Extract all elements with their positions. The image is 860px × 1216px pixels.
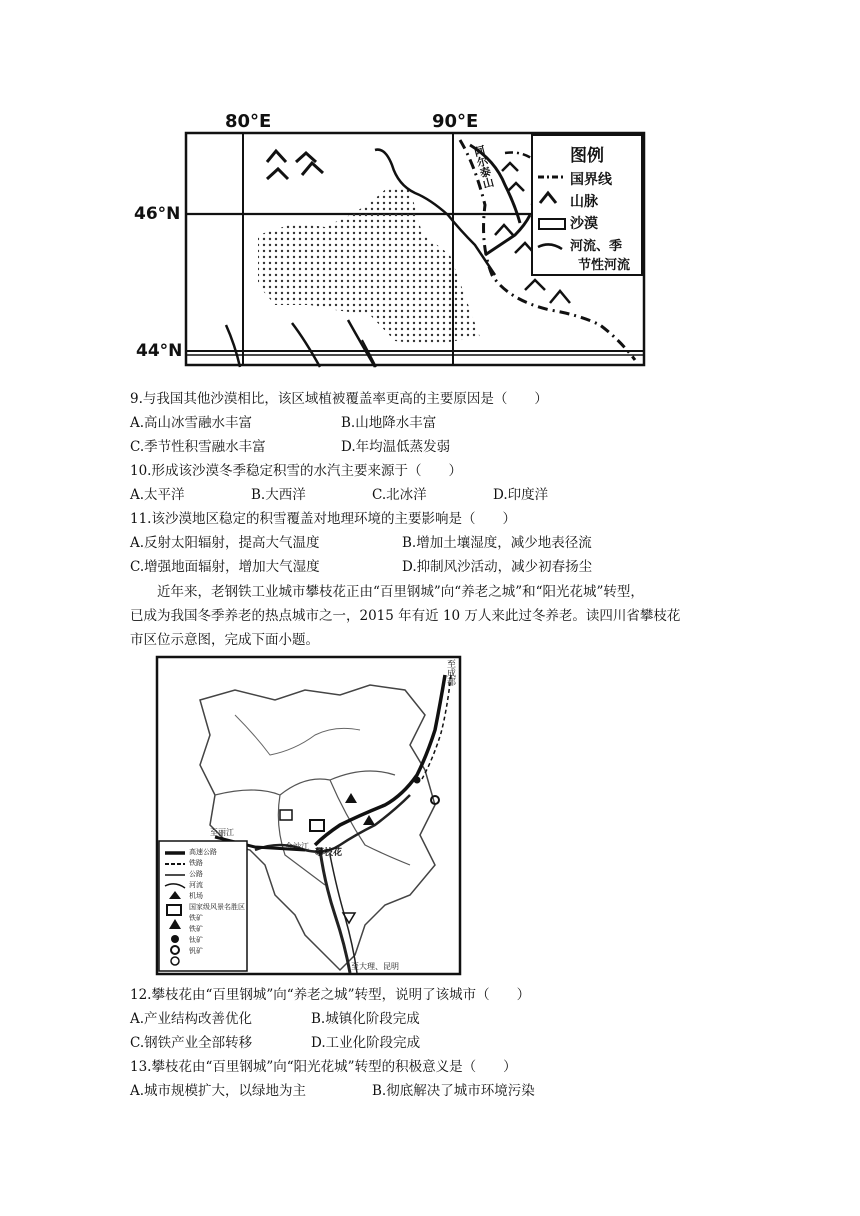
legend-label: 高速公路 xyxy=(189,848,217,856)
option-a: A.高山冰雪融水丰富 xyxy=(130,415,253,431)
lon-90-label: 90°E xyxy=(432,111,479,132)
question-stem: 9.与我国其他沙漠相比，该区域植被覆盖率更高的主要原因是（ ） xyxy=(130,391,548,407)
option-b: B.山地降水丰富 xyxy=(341,415,437,431)
legend-label-mountain: 山脉 xyxy=(570,194,598,210)
lat-44-label: 44°N xyxy=(136,341,183,361)
option-c: C.季节性积雪融水丰富 xyxy=(130,439,266,455)
label-jinsha-river: 金沙江 xyxy=(285,842,309,851)
reading-passage xyxy=(130,580,750,652)
option-d: D.印度洋 xyxy=(493,487,549,503)
label-to-lijiang: 至丽江 xyxy=(210,828,234,837)
option-b: B.大西洋 xyxy=(251,487,306,503)
question-stem: 11.该沙漠地区稳定的积雪覆盖对地理环境的主要影响是（ ） xyxy=(130,511,516,527)
legend-label-river-2: 节性河流 xyxy=(578,258,631,273)
option-d: D.工业化阶段完成 xyxy=(311,1035,421,1051)
legend-label: 钛矿 xyxy=(189,936,203,944)
option-c: C.增强地面辐射，增加大气湿度 xyxy=(130,559,320,575)
option-d: D.年均温低蒸发弱 xyxy=(341,439,451,455)
option-b: B.增加土壤湿度，减少地表径流 xyxy=(402,535,592,551)
passage-line-3: 市区位示意图，完成下面小题。 xyxy=(130,632,319,648)
option-a: A.太平洋 xyxy=(130,487,185,503)
option-a: A.反射太阳辐射，提高大气温度 xyxy=(130,535,320,551)
legend-label: 河流 xyxy=(189,881,203,889)
legend-label-river: 河流、季 xyxy=(570,239,623,254)
legend-label: 铁矿 xyxy=(189,925,203,933)
passage-line-2: 已成为我国冬季养老的热点城市之一，2015 年有近 10 万人来此过冬养老。读四川省攀枝花 xyxy=(130,608,681,624)
option-a: A.城市规模扩大，以绿地为主 xyxy=(130,1083,307,1099)
legend-label: 铁路 xyxy=(189,859,203,867)
passage-line-1: 近年来，老钢铁工业城市攀枝花正由“百里钢城”向“养老之城”和“阳光花城”转型， xyxy=(157,584,644,600)
legend-title: 图例 xyxy=(570,146,604,166)
legend-label: 公路 xyxy=(189,870,203,878)
label-to-chengdu: 至成都 xyxy=(445,659,455,686)
map2-legend xyxy=(189,847,245,957)
label-panzhihua: 攀枝花 xyxy=(315,848,343,858)
question-stem: 12.攀枝花由“百里钢城”向“养老之城”转型，说明了该城市（ ） xyxy=(130,987,531,1003)
panzhihua-map xyxy=(155,655,463,977)
option-d: D.抑制风沙活动，减少初春扬尘 xyxy=(402,559,593,575)
mountain-label: 阿尔泰山 xyxy=(471,143,496,190)
label-to-dali-kunming: 至大理、昆明 xyxy=(351,962,399,971)
legend-label-desert: 沙漠 xyxy=(570,216,598,232)
question-stem: 13.攀枝花由“百里钢城”向“阳光花城”转型的积极意义是（ ） xyxy=(130,1059,517,1075)
legend-label: 机场 xyxy=(189,892,203,900)
lon-80-label: 80°E xyxy=(225,111,272,132)
option-b: B.彻底解决了城市环境污染 xyxy=(372,1083,535,1099)
desert-map xyxy=(130,105,650,370)
lat-46-label: 46°N xyxy=(134,204,181,224)
option-c: C.北冰洋 xyxy=(372,487,427,503)
desert-area xyxy=(258,187,480,345)
option-c: C.钢铁产业全部转移 xyxy=(130,1035,253,1051)
legend-label: 国家级风景名胜区 xyxy=(189,903,245,911)
legend-label: 铁矿 xyxy=(189,914,203,922)
legend-label-border: 国界线 xyxy=(570,172,612,188)
option-b: B.城镇化阶段完成 xyxy=(311,1011,420,1027)
legend-label: 钒矿 xyxy=(189,947,203,955)
option-a: A.产业结构改善优化 xyxy=(130,1011,253,1027)
question-stem: 10.形成该沙漠冬季稳定积雪的水汽主要来源于（ ） xyxy=(130,463,462,479)
